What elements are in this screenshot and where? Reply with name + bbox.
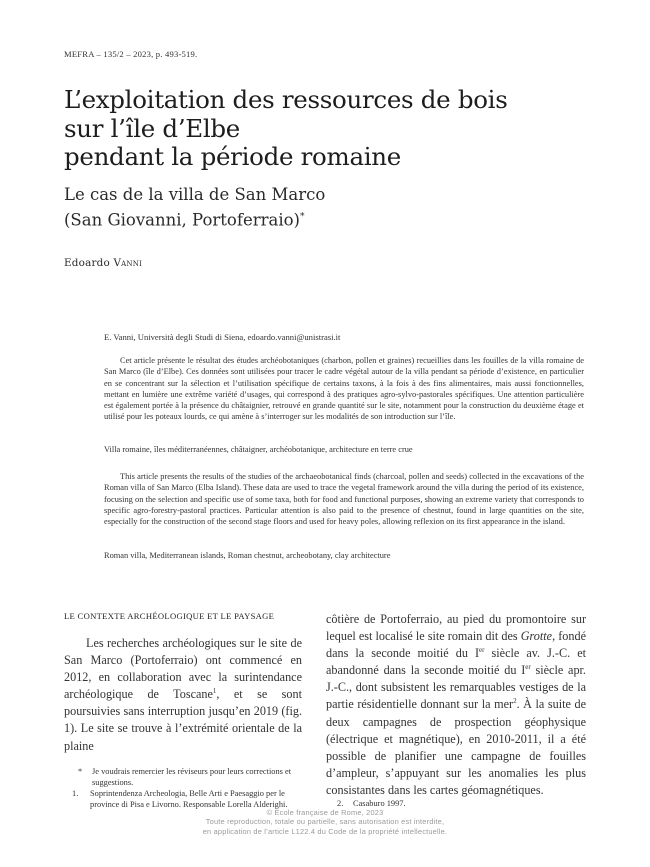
title-line-2: sur l’île d’Elbe bbox=[64, 113, 241, 143]
article-title bbox=[64, 86, 604, 172]
title-line-1: L’exploitation des ressources de bois bbox=[64, 85, 508, 114]
author-last-name: Vanni bbox=[113, 257, 143, 269]
subtitle-line-2-text: (San Giovanni, Portoferraio) bbox=[64, 210, 300, 230]
footnote-2-text: Casaburo 1997. bbox=[353, 799, 406, 808]
keywords-english: Roman villa, Mediterranean islands, Roman chestnut, archeobotany, clay architecture bbox=[104, 551, 391, 560]
subtitle-line-2 bbox=[64, 206, 325, 232]
keywords-french: Villa romaine, îles méditerranéennes, châtaigner, archéobotanique, architecture en terre crue bbox=[104, 445, 413, 454]
article-subtitle bbox=[64, 183, 325, 232]
subtitle-footnote-marker[interactable]: * bbox=[299, 212, 305, 222]
footnote-1-mark: 1. bbox=[72, 789, 79, 798]
body-right-text-1: côtière de Portoferraio, au pied du promontoire sur lequel est localisé le site romain dit des bbox=[326, 612, 586, 644]
body-column-left bbox=[64, 635, 302, 755]
body-left-text-2: , et se sont poursuivies sans interruption jusqu’en 2019 (fig. 1). Le site se trouve à l’extrémité orientale de la plaine bbox=[64, 687, 302, 753]
ordinal-er-1: er bbox=[479, 646, 485, 655]
body-right-text-4: siècle apr. J.-C., dont subsistent les remarquables vestiges de la partie résidentielle donnant sur la mer bbox=[326, 663, 586, 712]
author-name bbox=[64, 257, 142, 269]
footnote-star-text: Je voudrais remercier les réviseurs pour leurs corrections et suggestions. bbox=[92, 767, 292, 788]
body-right-text-2: , fondé dans la seconde moitié du I bbox=[326, 629, 586, 661]
footnote-1-text: Soprintendenza Archeologia, Belle Arti e Paesaggio per le province di Pisa e Livorno. Responsable Lorella Alderighi. bbox=[90, 789, 288, 810]
abstract-french: Cet article présente le résultat des études archéobotaniques (charbon, pollen et graines) recueillies dans les fouilles de la villa romaine de San Marco (île d’Elbe). Ces données sont utilisées pour tracer le cadre végétal autour de la villa pendant sa période d’existence, en particulier en se concentrant sur la sélection et l’utilisation spécifique de certains taxons, à la fois à des fins alimentaires, mais aussi fonctionnelles, mettant en lumière une extrême variété d’usages, qui correspond à des pratiques agro-sylvo-pastorales spécifiques. Une attention particulière est également portée à la présence du châtaignier, retrouvé en grande quantité sur le site, notamment pour la construction du deuxième étage et utilisé pour les poteaux lourds, ce qui amène à s’interroger sur les modalités de son introduction sur l’île. bbox=[104, 356, 584, 422]
copyright-notice bbox=[180, 808, 470, 836]
footnote-ref-2[interactable]: 2 bbox=[513, 697, 517, 706]
copyright-line-2: Toute reproduction, totale ou partielle, sans autorisation est interdite, bbox=[205, 817, 445, 827]
footnote-ref-1[interactable]: 1 bbox=[212, 687, 217, 696]
body-column-right bbox=[326, 611, 586, 799]
subtitle-line-1: Le cas de la villa de San Marco bbox=[64, 185, 326, 204]
copyright-line-1: © École française de Rome, 2023 bbox=[266, 808, 384, 817]
section-heading: LE CONTEXTE ARCHÉOLOGIQUE ET LE PAYSAGE bbox=[64, 611, 275, 621]
title-line-3: pendant la période romaine bbox=[64, 142, 401, 171]
footnote-star-mark: * bbox=[78, 767, 83, 776]
running-head: MEFRA – 135/2 – 2023, p. 493-519. bbox=[64, 49, 198, 59]
author-affiliation: E. Vanni, Università degli Studi di Siena, edoardo.vanni@unistrasi.it bbox=[104, 332, 341, 342]
body-left-text-1: Les recherches archéologiques sur le site de San Marco (Portoferraio) ont commencé en 2012, en collaboration avec la surintendance archéologique de Toscane bbox=[64, 636, 302, 702]
body-right-grotte: Grotte bbox=[520, 629, 553, 644]
author-first-name: Edoardo bbox=[64, 257, 114, 269]
copyright-line-3: en application de l’article L122.4 du Code de la propriété intellectuelle. bbox=[202, 826, 448, 836]
ordinal-er-2: er bbox=[525, 663, 531, 672]
footnote-star bbox=[78, 766, 310, 789]
body-right-text-3: siècle av. J.-C. et abandonné dans la seconde moitié du I bbox=[326, 646, 586, 678]
abstract-english: This article presents the results of the studies of the archaeobotanical finds (charcoal, pollen and seeds) collected in the excavations of the Roman villa of San Marco (Elba Island). These data are used to trace the vegetal framework around the villa during the period of its existence, focusing on the selection and specific use of some taxa, both for food and functional purposes, showing an extreme variety that corresponds to specific agro-forestry-pastoral practices. Particular attention is also paid to the presence of chestnut, found in large quantities on the site, especially for the construction of the second stage floors and used for heavy poles, allowing reflexion on its first appearance in the island. bbox=[104, 472, 584, 527]
footnote-2-mark: 2. bbox=[337, 799, 344, 808]
body-right-text-5: . À la suite de deux campagnes de prospection géophysique (électrique et magnétique), en 2010-2011, il a été possible de planifier une campagne de fouilles d’ampleur, s’appuyant sur les anomalies les plus consistantes dans les cartes géomagnétiques. bbox=[326, 697, 587, 797]
